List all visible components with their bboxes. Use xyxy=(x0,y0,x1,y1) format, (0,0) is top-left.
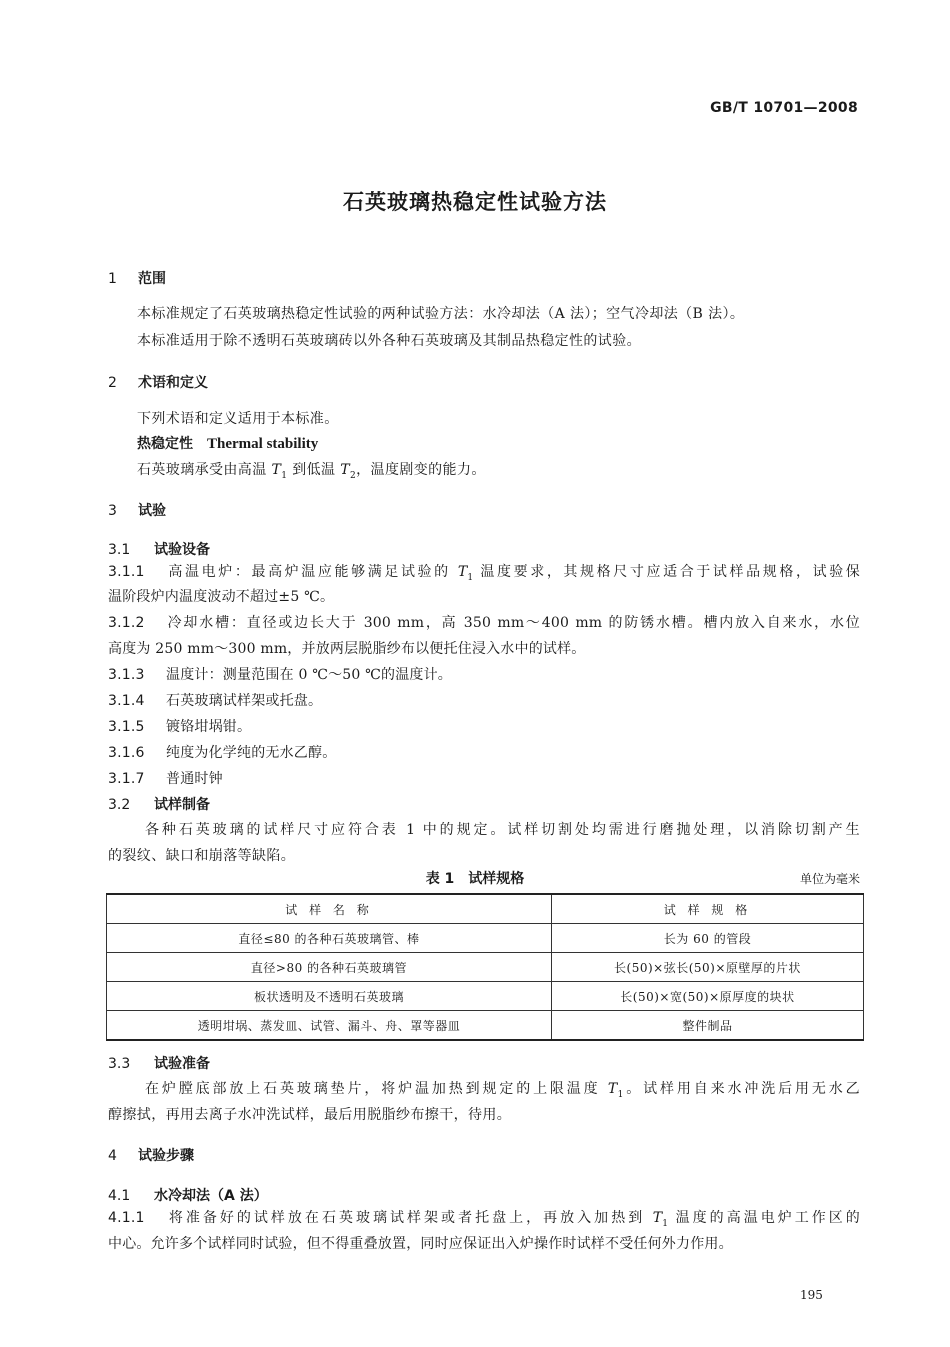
table-caption: 表 1 试样规格 xyxy=(425,871,525,887)
paragraph: 本标准适用于除不透明石英玻璃砖以外各种石英玻璃及其制品热稳定性的试验。 xyxy=(137,333,641,349)
subsection-3-2-heading: 3.2 试样制备 xyxy=(108,797,210,813)
section-label: 试验步骤 xyxy=(138,1148,194,1164)
table-cell: 长(50)×弦长(50)×原壁厚的片状 xyxy=(552,953,864,982)
subsection-3-1-heading: 3.1 试验设备 xyxy=(108,542,210,558)
term-english: Thermal stability xyxy=(207,436,319,452)
item-3-1-4: 3.1.4 石英玻璃试样架或托盘。 xyxy=(108,693,323,709)
table-cell: 透明坩埚、蒸发皿、试管、漏斗、舟、罩等器皿 xyxy=(107,1011,552,1041)
paragraph: 的裂纹、缺口和崩落等缺陷。 xyxy=(108,848,296,864)
item-3-1-2-line-1: 3.1.2 冷却水槽：直径或边长大于 300 mm，高 350 mm～400 mm 的防锈水槽。槽内放入自来水，水位 xyxy=(108,615,860,631)
table-row xyxy=(107,1011,864,1041)
section-number: 2 xyxy=(108,375,117,391)
term-entry xyxy=(137,433,318,453)
paragraph: 醇擦拭，再用去离子水冲洗试样，最后用脱脂纱布擦干，待用。 xyxy=(108,1107,512,1123)
table-cell: 直径≤80 的各种石英玻璃管、棒 xyxy=(107,924,552,953)
table-cell: 整件制品 xyxy=(552,1011,864,1041)
table-row xyxy=(107,982,864,1011)
item-3-1-2-line-2: 高度为 250 mm～300 mm，并放两层脱脂纱布以便托住浸入水中的试样。 xyxy=(108,641,586,657)
paragraph: 各种石英玻璃的试样尺寸应符合表 1 中的规定。试样切割处均需进行磨抛处理，以消除切割产生 xyxy=(145,822,860,838)
paragraph: 在炉膛底部放上石英玻璃垫片，将炉温加热到规定的上限温度 $T_1$。试样用自来水冲洗后用无水乙 xyxy=(145,1081,860,1100)
paragraph: 本标准规定了石英玻璃热稳定性试验的两种试验方法：水冷却法（A 法）；空气冷却法（B 法）。 xyxy=(137,306,745,322)
table-unit-note: 单位为毫米 xyxy=(799,872,860,886)
subsection-4-1-heading: 4.1 水冷却法（A 法） xyxy=(108,1188,268,1204)
table-header-row xyxy=(107,894,864,924)
term-definition: 石英玻璃承受由高温 $T_1$ 到低温 $T_2$，温度剧变的能力。 xyxy=(137,462,486,481)
table-row xyxy=(107,924,864,953)
section-number: 1 xyxy=(108,271,117,287)
term-chinese: 热稳定性 xyxy=(137,436,193,452)
table-cell: 板状透明及不透明石英玻璃 xyxy=(107,982,552,1011)
document-title: 石英玻璃热稳定性试验方法 xyxy=(343,190,607,214)
section-label: 术语和定义 xyxy=(138,375,208,391)
section-3-heading xyxy=(108,500,166,520)
item-4-1-1-line-1: 4.1.1 将准备好的试样放在石英玻璃试样架或者托盘上，再放入加热到 $T_1$ 温度的高温电炉工作区的 xyxy=(108,1210,861,1229)
paragraph: 下列术语和定义适用于本标准。 xyxy=(137,411,339,427)
item-3-1-1-line-1: 3.1.1 高温电炉：最高炉温应能够满足试验的 $T_1$ 温度要求，其规格尺寸应适合于试样品规格，试验保 xyxy=(108,564,860,583)
column-header: 试 样 名 称 xyxy=(107,894,552,924)
column-header: 试 样 规 格 xyxy=(552,894,864,924)
section-label: 范围 xyxy=(138,271,166,287)
table-cell: 直径>80 的各种石英玻璃管 xyxy=(107,953,552,982)
section-2-heading xyxy=(108,372,208,392)
section-number: 3 xyxy=(108,503,117,519)
table-cell: 长为 60 的管段 xyxy=(552,924,864,953)
section-1-heading xyxy=(108,268,166,288)
specimen-spec-table xyxy=(106,893,864,1041)
section-number: 4 xyxy=(108,1148,117,1164)
section-4-heading xyxy=(108,1145,194,1165)
item-3-1-1-line-2: 温阶段炉内温度波动不超过±5 ℃。 xyxy=(108,589,335,605)
item-3-1-3: 3.1.3 温度计：测量范围在 0 ℃～50 ℃的温度计。 xyxy=(108,667,452,683)
table-row xyxy=(107,953,864,982)
item-3-1-5: 3.1.5 镀铬坩埚钳。 xyxy=(108,719,252,735)
subsection-3-3-heading: 3.3 试验准备 xyxy=(108,1056,210,1072)
item-3-1-7: 3.1.7 普通时钟 xyxy=(108,771,223,787)
standard-number: GB/T 10701—2008 xyxy=(710,100,858,116)
table-cell: 长(50)×宽(50)×原厚度的块状 xyxy=(552,982,864,1011)
section-label: 试验 xyxy=(138,503,166,519)
item-4-1-1-line-2: 中心。允许多个试样同时试验，但不得重叠放置，同时应保证出入炉操作时试样不受任何外力作用。 xyxy=(108,1236,733,1252)
item-3-1-6: 3.1.6 纯度为化学纯的无水乙醇。 xyxy=(108,745,337,761)
page-number: 195 xyxy=(800,1288,823,1302)
